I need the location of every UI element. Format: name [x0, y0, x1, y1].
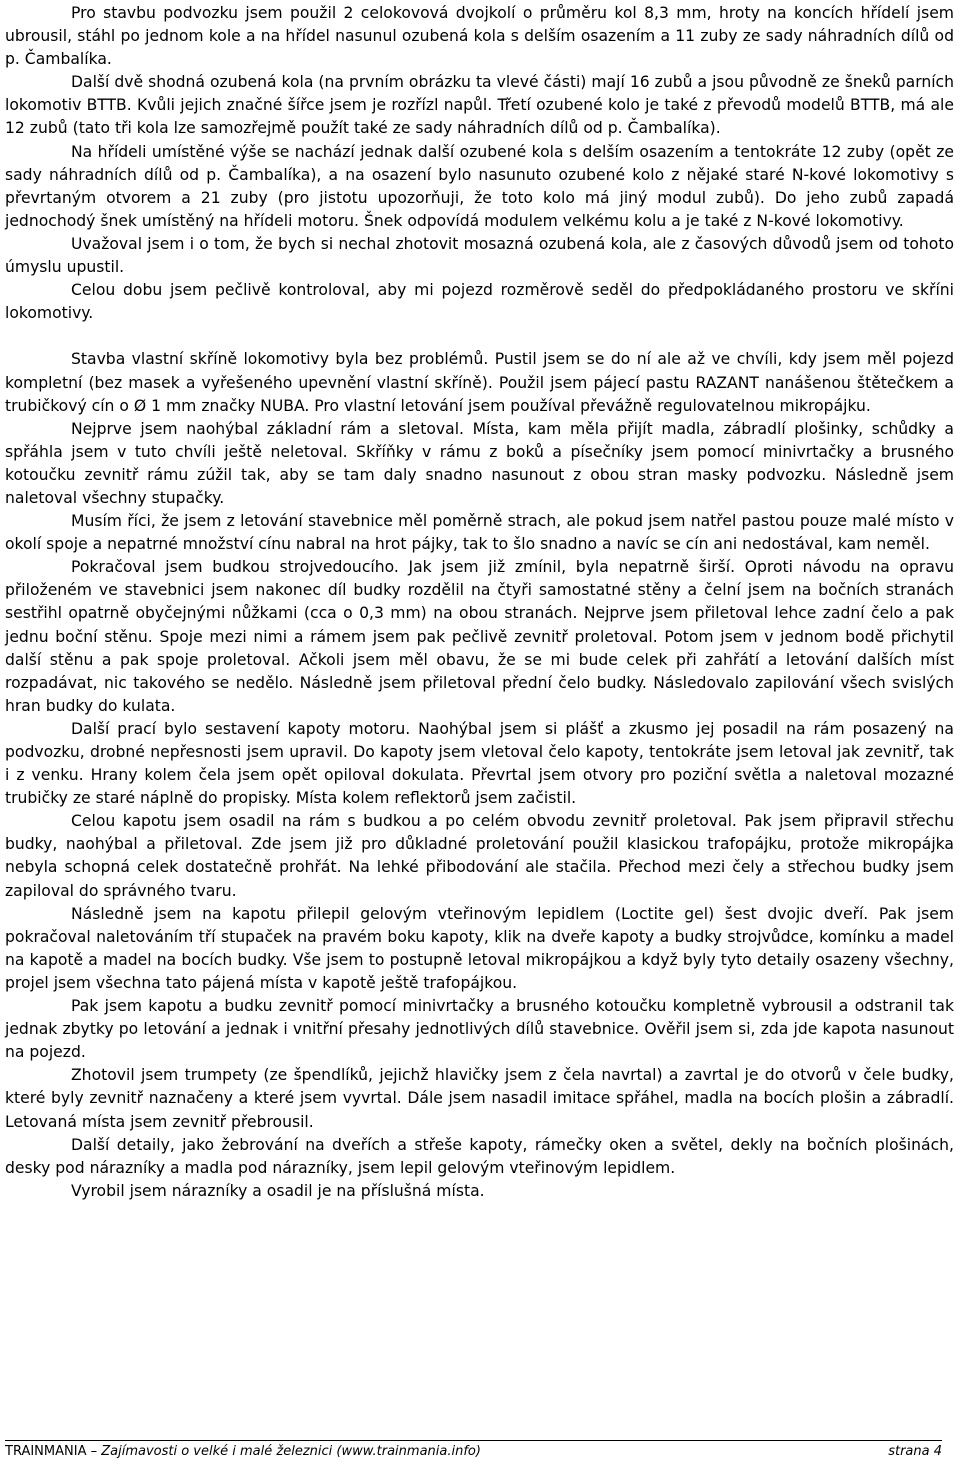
- paragraph: Uvažoval jsem i o tom, že bych si nechal zhotovit mosazná ozubená kola, ale z časových důvodů jsem od tohoto úmyslu upustil.: [5, 234, 954, 277]
- paragraph: Stavba vlastní skříně lokomotivy byla bez problémů. Pustil jsem se do ní ale až ve chvíli, kdy jsem měl pojezd kompletní (bez masek a vyřešeného upevnění vlastní skříně). Použil jsem pájecí pastu RAZANT nanášenou štětečkem a trubičkový cín o Ø 1 mm značky NUBA. Pro vlastní letování jsem používal převážně regulovatelnou mikropájku.: [5, 350, 954, 415]
- paragraph: Zhotovil jsem trumpety (ze špendlíků, jejichž hlavičky jsem z čela navrtal) a zavrtal je do otvorů v čele budky, které byly zevnitř naznačeny a které jsem vyvrtal. Dále jsem nasadil imitace spřáhel, madla na bocích plošin a zábradlí. Letovaná místa jsem zevnitř přebrousil.: [5, 1066, 954, 1131]
- paragraph: Celou dobu jsem pečlivě kontroloval, aby mi pojezd rozměrově seděl do předpokládaného prostoru ve skříni lokomotivy.: [5, 281, 954, 323]
- page-number: strana 4: [888, 1444, 942, 1459]
- paragraph: Další prací bylo sestavení kapoty motoru. Naohýbal jsem si plášť a zkusmo jej posadil na rám posazený na podvozku, drobné nepřesnosti jsem upravil. Do kapoty jsem vletoval čelo kapoty, tentokráte jsem letoval jak zevnitř, tak i z venku. Hrany kolem čela jsem opět opiloval dokulata. Převrtal jsem otvory pro poziční světla a naletoval mozazné trubičky ze staré náplně do propisky. Místa kolem reflektorů jsem začistil.: [5, 719, 954, 808]
- footer-source: [5, 1444, 481, 1460]
- paragraph: Další detaily, jako žebrování na dveřích a střeše kapoty, rámečky oken a světel, dekly na bočních plošinách, desky pod nárazníky a madla pod nárazníky, jsem lepil gelovým vteřinovým lepidlem.: [5, 1135, 954, 1177]
- paragraph: Pro stavbu podvozku jsem použil 2 celokovová dvojkolí o průměru kol 8,3 mm, hroty na koncích hřídelí jsem ubrousil, stáhl po jednom kole a na hřídel nasunul ozubená kola s delším osazením a 11 zuby ze sady náhradních dílů od p. Čambalíka.: [5, 4, 954, 69]
- footer-subtitle: – Zajímavosti o velké i malé železnici (www.trainmania.info): [86, 1444, 481, 1459]
- article-body: [5, 2, 954, 1203]
- footer-publication: TRAINMANIA: [5, 1444, 87, 1459]
- paragraph: Vyrobil jsem nárazníky a osadil je na příslušná místa.: [71, 1181, 485, 1200]
- paragraph: Další dvě shodná ozubená kola (na prvním obrázku ta vlevé části) mají 16 zubů a jsou původně ze šneků parních lokomotiv BTTB. Kvůli jejich značné šířce jsem je rozřízl napůl. Třetí ozubené kolo je také z převodů modelů BTTB, má ale 12 zubů (tato tři kola lze samozřejmě použít také ze sady náhradních dílů od p. Čambalíka).: [5, 73, 954, 138]
- paragraph: Pak jsem kapotu a budku zevnitř pomocí minivrtačky a brusného kotoučku kompletně vybrousil a odstranil tak jednak zbytky po letování a jednak i vnitřní přesahy jednotlivých dílů stavebnice. Ověřil jsem si, zda jde kapota nasunout na pojezd.: [5, 997, 954, 1062]
- paragraph: Na hřídeli umístěné výše se nachází jednak další ozubené kola s delším osazením a tentokráte 12 zuby (opět ze sady náhradních dílů od p. Čambalíka), a na osazení bylo nasunuto ozubené kolo z nějaké staré N-kové lokomotivy s převrtaným otvorem a 21 zuby (pro jistotu upozorňuji, že toto kolo má jiný modul zubů). Do jeho zubů zapadá jednochodý šnek umístěný na hřídeli motoru. Šnek odpovídá modulem velkému kolu a je také z N-kové lokomotivy.: [5, 142, 954, 230]
- paragraph: Musím říci, že jsem z letování stavebnice měl poměrně strach, ale pokud jsem natřel pastou pouze malé místo v okolí spoje a nepatrné množství cínu nabral na hrot pájky, tak to šlo snadno a navíc se cín ani nedostával, kam neměl.: [5, 512, 954, 554]
- paragraph: Následně jsem na kapotu přilepil gelovým vteřinovým lepidlem (Loctite gel) šest dvojic dveří. Pak jsem pokračoval naletováním tří stupaček na pravém boku kapoty, klik na dveře kapoty a budky strojvůdce, komínku a madel na kapotě a madel na bocích budky. Vše jsem to postupně letoval mikropájkou a když byly tyto detaily osazeny všechny, projel jsem všechna tato pájená místa v kapotě ještě trafopájkou.: [5, 904, 954, 992]
- paragraph: Celou kapotu jsem osadil na rám s budkou a po celém obvodu zevnitř proletoval. Pak jsem připravil střechu budky, naohýbal a přiletoval. Zde jsem již pro důkladné proletování použil klasickou trafopájku, protože mikropájka nebyla schopná celek dostatečně prohřát. Na lehké přibodování ale stačila. Přechod mezi čely a střechou budky jsem zapiloval do správného tvaru.: [5, 812, 954, 900]
- paragraph: Nejprve jsem naohýbal základní rám a sletoval. Místa, kam měla přijít madla, zábradlí plošinky, schůdky a spřáhla jsem v tuto chvíli ještě neletoval. Skříňky v rámu z boků a písečníky jsem pomocí minivrtačky a brusného kotoučku zevnitř rámu zúžil tak, aby se tam daly snadno nasunout z obou stran masky podvozku. Následně jsem naletoval všechny stupačky.: [5, 419, 954, 507]
- page-footer: [5, 1440, 942, 1460]
- paragraph: Pokračoval jsem budkou strojvedoucího. Jak jsem již zmínil, byla nepatrně širší. Oproti návodu na opravu přiloženém ve stavebnici jsem nakonec díl budky rozdělil na čtyři samostatné stěny a čelní jsem na bočních stranách sestřihl opatrně obyčejnými nůžkami (cca o 0,3 mm) na obou stranách. Nejprve jsem přiletoval lehce zadní čelo a pak jednu boční stěnu. Spoje mezi nimi a rámem jsem pak pečlivě zevnitř proletoval. Potom jsem v jednom bodě přichytil další stěnu a pak spoje proletoval. Ačkoli jsem měl obavu, že se mi bude celek při zahřátí a letování dalších míst rozpadávat, nic takového se nedělo. Následně jsem přiletoval přední čelo budky. Následovalo zapilování všech svislých hran budky do kulata.: [5, 558, 954, 715]
